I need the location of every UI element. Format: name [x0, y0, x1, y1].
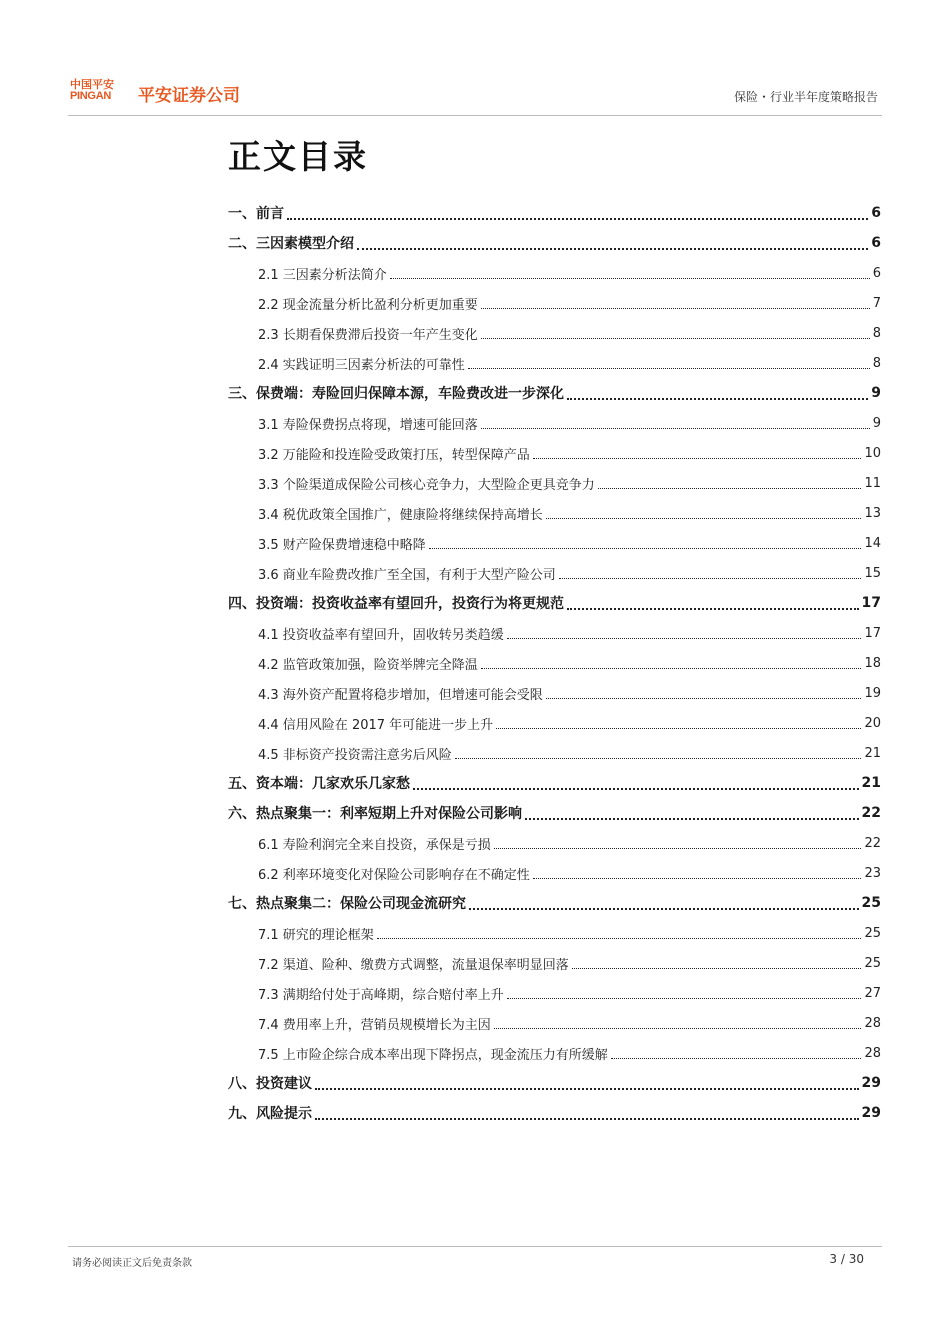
toc-entry-label: 九、风险提示	[228, 1106, 312, 1122]
toc-entry-page-number: 11	[864, 475, 881, 491]
toc-entry-label: 3.3 个险渠道成保险公司核心竞争力，大型险企更具竞争力	[258, 477, 595, 493]
toc-entry-label: 八、投资建议	[228, 1076, 312, 1092]
table-of-contents	[228, 198, 881, 1128]
toc-subsection-entry[interactable]	[228, 348, 881, 378]
toc-subsection-entry[interactable]	[228, 558, 881, 588]
toc-entry-page-number: 6	[872, 265, 881, 281]
toc-entry-label: 4.5 非标资产投资需注意劣后风险	[258, 747, 452, 763]
toc-entry-label: 2.2 现金流量分析比盈利分析更加重要	[258, 297, 478, 313]
report-type: 保险・行业半年度策略报告	[733, 90, 878, 104]
toc-entry-label: 七、热点聚集二：保险公司现金流研究	[228, 896, 466, 912]
toc-entry-label: 6.2 利率环境变化对保险公司影响存在不确定性	[258, 867, 530, 883]
toc-subsection-entry[interactable]	[228, 738, 881, 768]
toc-dot-leader	[559, 577, 862, 579]
toc-dot-leader	[507, 997, 862, 999]
toc-entry-label: 3.6 商业车险费改推广至全国，有利于大型产险公司	[258, 567, 556, 583]
toc-entry-page-number: 9	[871, 385, 881, 401]
toc-dot-leader	[546, 517, 862, 519]
toc-entry-page-number: 25	[861, 895, 881, 911]
toc-subsection-entry[interactable]	[228, 498, 881, 528]
toc-dot-leader	[533, 877, 862, 879]
toc-entry-page-number: 13	[864, 505, 881, 521]
toc-entry-label: 2.4 实践证明三因素分析法的可靠性	[258, 357, 465, 373]
toc-section-entry[interactable]	[228, 888, 881, 918]
toc-subsection-entry[interactable]	[228, 528, 881, 558]
toc-entry-label: 4.1 投资收益率有望回升，固收转另类趋缓	[258, 627, 504, 643]
toc-section-entry[interactable]	[228, 768, 881, 798]
toc-entry-page-number: 29	[861, 1075, 881, 1091]
toc-section-entry[interactable]	[228, 588, 881, 618]
toc-subsection-entry[interactable]	[228, 468, 881, 498]
footer-divider	[68, 1246, 882, 1247]
toc-entry-page-number: 22	[864, 835, 881, 851]
toc-dot-leader	[481, 667, 862, 669]
toc-subsection-entry[interactable]	[228, 648, 881, 678]
toc-dot-leader	[315, 1117, 859, 1120]
toc-entry-page-number: 25	[864, 925, 881, 941]
toc-entry-label: 7.1 研究的理论框架	[258, 927, 374, 943]
toc-entry-page-number: 21	[861, 775, 881, 791]
toc-dot-leader	[429, 547, 862, 549]
toc-entry-page-number: 14	[864, 535, 881, 551]
toc-entry-label: 3.1 寿险保费拐点将现，增速可能回落	[258, 417, 478, 433]
toc-dot-leader	[494, 1027, 862, 1029]
toc-entry-page-number: 17	[861, 595, 881, 611]
toc-entry-page-number: 23	[864, 865, 881, 881]
toc-dot-leader	[455, 757, 862, 759]
toc-dot-leader	[469, 907, 859, 910]
logo-chinese-text: 中国平安	[70, 78, 114, 91]
toc-section-entry[interactable]	[228, 228, 881, 258]
toc-dot-leader	[496, 727, 861, 729]
toc-entry-page-number: 9	[872, 415, 881, 431]
toc-entry-label: 3.2 万能险和投连险受政策打压，转型保障产品	[258, 447, 530, 463]
toc-entry-page-number: 22	[861, 805, 881, 821]
toc-entry-page-number: 7	[872, 295, 881, 311]
toc-entry-page-number: 20	[864, 715, 881, 731]
toc-subsection-entry[interactable]	[228, 408, 881, 438]
toc-entry-label: 3.5 财产险保费增速稳中略降	[258, 537, 426, 553]
toc-subsection-entry[interactable]	[228, 828, 881, 858]
toc-section-entry[interactable]	[228, 1098, 881, 1128]
toc-dot-leader	[315, 1087, 859, 1090]
toc-dot-leader	[567, 607, 859, 610]
toc-subsection-entry[interactable]	[228, 1008, 881, 1038]
toc-subsection-entry[interactable]	[228, 318, 881, 348]
toc-dot-leader	[377, 937, 862, 939]
toc-entry-label: 7.2 渠道、险种、缴费方式调整，流量退保率明显回落	[258, 957, 569, 973]
company-name: 平安证券公司	[138, 86, 240, 106]
toc-section-entry[interactable]	[228, 378, 881, 408]
toc-subsection-entry[interactable]	[228, 948, 881, 978]
toc-entry-page-number: 8	[872, 355, 881, 371]
toc-dot-leader	[572, 967, 862, 969]
toc-dot-leader	[567, 397, 868, 400]
toc-section-entry[interactable]	[228, 1068, 881, 1098]
toc-entry-page-number: 19	[864, 685, 881, 701]
page-title: 正文目录	[228, 137, 368, 176]
toc-dot-leader	[533, 457, 862, 459]
footer-disclaimer: 请务必阅读正文后免责条款	[72, 1258, 192, 1269]
toc-dot-leader	[546, 697, 862, 699]
toc-entry-label: 2.3 长期看保费滞后投资一年产生变化	[258, 327, 478, 343]
toc-entry-page-number: 21	[864, 745, 881, 761]
toc-entry-label: 四、投资端：投资收益率有望回升，投资行为将更规范	[228, 596, 564, 612]
toc-entry-page-number: 15	[864, 565, 881, 581]
toc-subsection-entry[interactable]	[228, 678, 881, 708]
toc-dot-leader	[481, 337, 870, 339]
toc-subsection-entry[interactable]	[228, 708, 881, 738]
toc-entry-page-number: 28	[864, 1015, 881, 1031]
toc-entry-page-number: 29	[861, 1105, 881, 1121]
toc-dot-leader	[598, 487, 862, 489]
toc-entry-label: 4.4 信用风险在 2017 年可能进一步上升	[258, 717, 494, 733]
toc-entry-label: 六、热点聚集一：利率短期上升对保险公司影响	[228, 806, 522, 822]
toc-subsection-entry[interactable]	[228, 978, 881, 1008]
toc-entry-page-number: 17	[864, 625, 881, 641]
toc-entry-label: 3.4 税优政策全国推广，健康险将继续保持高增长	[258, 507, 543, 523]
toc-entry-label: 三、保费端：寿险回归保障本源，车险费改进一步深化	[228, 386, 564, 402]
toc-entry-page-number: 27	[864, 985, 881, 1001]
toc-dot-leader	[287, 217, 868, 220]
toc-subsection-entry[interactable]	[228, 918, 881, 948]
toc-dot-leader	[481, 307, 870, 309]
toc-subsection-entry[interactable]	[228, 618, 881, 648]
toc-entry-page-number: 28	[864, 1045, 881, 1061]
toc-subsection-entry[interactable]	[228, 258, 881, 288]
toc-entry-page-number: 6	[871, 235, 881, 251]
toc-entry-label: 2.1 三因素分析法简介	[258, 267, 387, 283]
toc-entry-label: 一、前言	[228, 206, 284, 222]
toc-section-entry[interactable]	[228, 798, 881, 828]
toc-dot-leader	[525, 817, 859, 820]
toc-entry-label: 7.5 上市险企综合成本率出现下降拐点，现金流压力有所缓解	[258, 1047, 608, 1063]
toc-dot-leader	[468, 367, 870, 369]
toc-entry-label: 五、资本端：几家欢乐几家愁	[228, 776, 410, 792]
toc-subsection-entry[interactable]	[228, 438, 881, 468]
toc-dot-leader	[494, 847, 862, 849]
toc-dot-leader	[481, 427, 870, 429]
toc-dot-leader	[413, 787, 859, 790]
header-divider	[68, 115, 882, 116]
toc-entry-label: 4.3 海外资产配置将稳步增加，但增速可能会受限	[258, 687, 543, 703]
page-number: 3 / 30	[829, 1252, 864, 1266]
toc-dot-leader	[507, 637, 862, 639]
toc-entry-page-number: 8	[872, 325, 881, 341]
toc-entry-label: 6.1 寿险利润完全来自投资，承保是亏损	[258, 837, 491, 853]
toc-section-entry[interactable]	[228, 198, 881, 228]
logo-english-text: PINGAN	[70, 90, 111, 102]
toc-dot-leader	[390, 277, 870, 279]
toc-dot-leader	[611, 1057, 862, 1059]
toc-dot-leader	[357, 247, 868, 250]
toc-entry-page-number: 25	[864, 955, 881, 971]
toc-subsection-entry[interactable]	[228, 858, 881, 888]
toc-entry-page-number: 18	[864, 655, 881, 671]
toc-entry-label: 4.2 监管政策加强，险资举牌完全降温	[258, 657, 478, 673]
toc-subsection-entry[interactable]	[228, 288, 881, 318]
toc-subsection-entry[interactable]	[228, 1038, 881, 1068]
toc-entry-label: 7.3 满期给付处于高峰期，综合赔付率上升	[258, 987, 504, 1003]
toc-entry-page-number: 6	[871, 205, 881, 221]
toc-entry-page-number: 10	[864, 445, 881, 461]
toc-entry-label: 7.4 费用率上升，营销员规模增长为主因	[258, 1017, 491, 1033]
toc-entry-label: 二、三因素模型介绍	[228, 236, 354, 252]
